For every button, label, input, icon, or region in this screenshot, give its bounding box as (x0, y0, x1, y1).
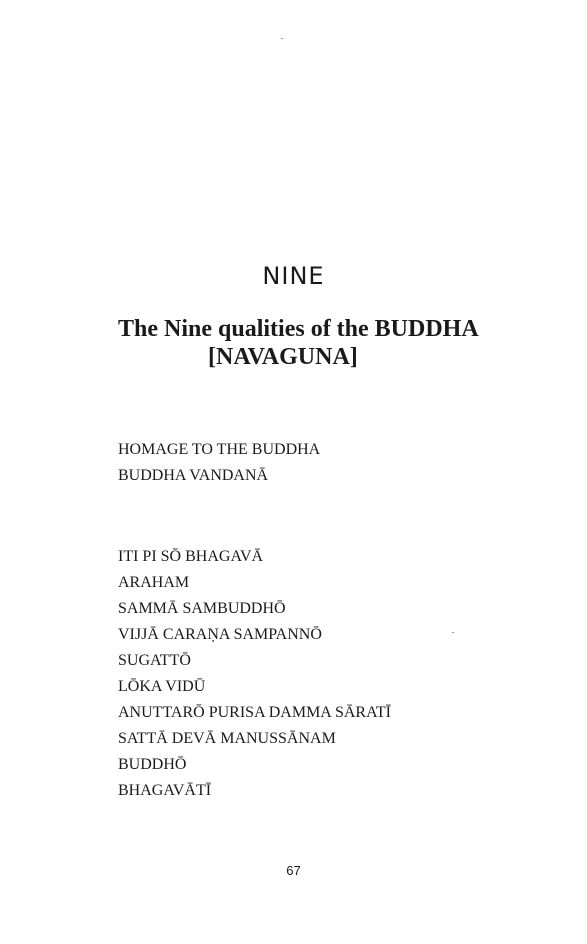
verse-line: SATTĀ DEVĀ MANUSSĀNAM (118, 730, 336, 747)
homage-line: HOMAGE TO THE BUDDHA (118, 441, 321, 458)
page-number: 67 (286, 863, 301, 878)
homage-line: BUDDHA VANDANĀ (118, 467, 269, 484)
verse-line: LŌKA VIDŪ (118, 678, 206, 695)
verse-line: ANUTTARŌ PURISA DAMMA SĀRATĪ (118, 704, 391, 721)
verse-line: VIJJĀ CARAṆA SAMPANNŌ (118, 626, 322, 643)
verse-line: BHAGAVĀTĪ (118, 782, 212, 799)
verse-line: ITI PI SŌ BHAGAVĀ (118, 548, 264, 565)
verse-line: BUDDHŌ (118, 756, 187, 773)
homage-section (118, 437, 320, 489)
scan-speck (281, 38, 283, 39)
verse-line: SUGATTŌ (118, 652, 191, 669)
verse-line: ARAHAM (118, 574, 190, 591)
scan-speck (452, 632, 454, 633)
chapter-title-line-1: The Nine qualities of the BUDDHA (118, 316, 479, 342)
verse-section (118, 544, 391, 804)
chapter-number: NINE (262, 262, 325, 290)
verse-line: SAMMĀ SAMBUDDHŌ (118, 600, 286, 617)
chapter-title-line-2: [NAVAGUNA] (208, 344, 358, 370)
